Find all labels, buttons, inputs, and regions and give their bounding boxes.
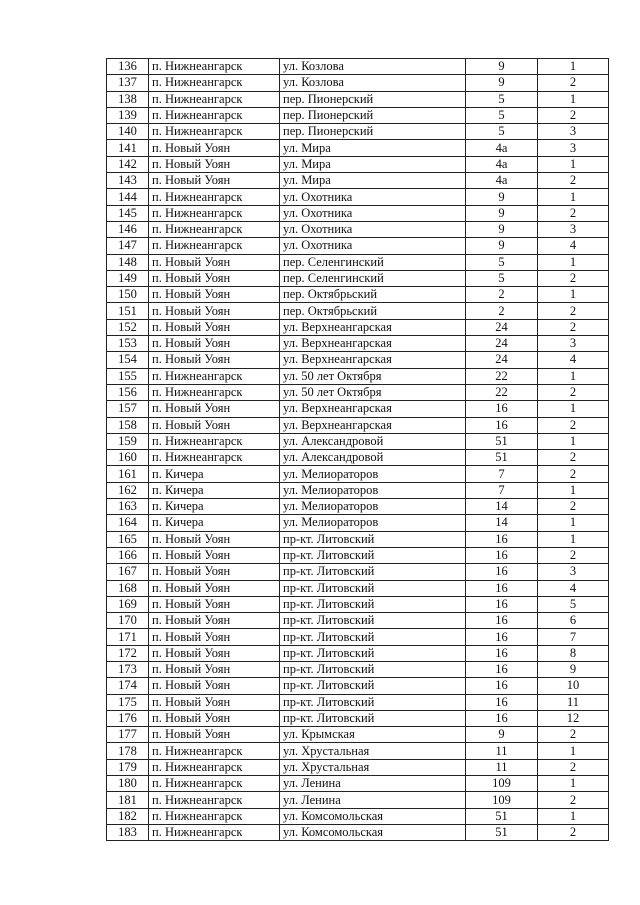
street-cell: пер. Пионерский xyxy=(280,91,466,107)
apartment-number-cell: 3 xyxy=(538,221,609,237)
apartment-number-cell: 1 xyxy=(538,254,609,270)
apartment-number-cell: 2 xyxy=(538,303,609,319)
street-cell: ул. Мелиораторов xyxy=(280,515,466,531)
house-number-cell: 2 xyxy=(466,287,538,303)
house-number-cell: 9 xyxy=(466,727,538,743)
street-cell: ул. Крымская xyxy=(280,727,466,743)
house-number-cell: 16 xyxy=(466,531,538,547)
house-number-cell: 16 xyxy=(466,710,538,726)
apartment-number-cell: 2 xyxy=(538,727,609,743)
apartment-number-cell: 7 xyxy=(538,629,609,645)
apartment-number-cell: 1 xyxy=(538,368,609,384)
row-number: 162 xyxy=(107,482,149,498)
table-row xyxy=(107,645,609,661)
row-number: 150 xyxy=(107,287,149,303)
settlement-cell: п. Новый Уоян xyxy=(149,645,280,661)
row-number: 140 xyxy=(107,124,149,140)
settlement-cell: п. Новый Уоян xyxy=(149,140,280,156)
house-number-cell: 24 xyxy=(466,319,538,335)
table-row xyxy=(107,824,609,840)
apartment-number-cell: 2 xyxy=(538,205,609,221)
table-row xyxy=(107,91,609,107)
table-row xyxy=(107,580,609,596)
table-row xyxy=(107,694,609,710)
street-cell: пр-кт. Литовский xyxy=(280,661,466,677)
row-number: 168 xyxy=(107,580,149,596)
house-number-cell: 16 xyxy=(466,661,538,677)
house-number-cell: 11 xyxy=(466,743,538,759)
table-row xyxy=(107,727,609,743)
table-row xyxy=(107,661,609,677)
house-number-cell: 24 xyxy=(466,336,538,352)
street-cell: ул. 50 лет Октября xyxy=(280,384,466,400)
row-number: 159 xyxy=(107,433,149,449)
row-number: 154 xyxy=(107,352,149,368)
table-row xyxy=(107,319,609,335)
street-cell: ул. Александровой xyxy=(280,433,466,449)
apartment-number-cell: 2 xyxy=(538,499,609,515)
row-number: 175 xyxy=(107,694,149,710)
apartment-number-cell: 2 xyxy=(538,450,609,466)
street-cell: пр-кт. Литовский xyxy=(280,580,466,596)
settlement-cell: п. Новый Уоян xyxy=(149,547,280,563)
settlement-cell: п. Нижнеангарск xyxy=(149,238,280,254)
house-number-cell: 24 xyxy=(466,352,538,368)
table-row xyxy=(107,59,609,75)
row-number: 148 xyxy=(107,254,149,270)
settlement-cell: п. Нижнеангарск xyxy=(149,59,280,75)
table-row xyxy=(107,792,609,808)
row-number: 149 xyxy=(107,270,149,286)
apartment-number-cell: 2 xyxy=(538,173,609,189)
house-number-cell: 4а xyxy=(466,156,538,172)
settlement-cell: п. Нижнеангарск xyxy=(149,368,280,384)
settlement-cell: п. Нижнеангарск xyxy=(149,450,280,466)
street-cell: пер. Селенгинский xyxy=(280,270,466,286)
apartment-number-cell: 1 xyxy=(538,743,609,759)
house-number-cell: 109 xyxy=(466,792,538,808)
apartment-number-cell: 2 xyxy=(538,319,609,335)
table-row xyxy=(107,515,609,531)
street-cell: пр-кт. Литовский xyxy=(280,547,466,563)
house-number-cell: 5 xyxy=(466,107,538,123)
row-number: 139 xyxy=(107,107,149,123)
settlement-cell: п. Новый Уоян xyxy=(149,417,280,433)
street-cell: ул. Мелиораторов xyxy=(280,482,466,498)
street-cell: ул. Верхнеангарская xyxy=(280,352,466,368)
street-cell: пр-кт. Литовский xyxy=(280,645,466,661)
address-table xyxy=(106,58,609,841)
street-cell: пр-кт. Литовский xyxy=(280,564,466,580)
row-number: 156 xyxy=(107,384,149,400)
street-cell: ул. Хрустальная xyxy=(280,759,466,775)
settlement-cell: п. Нижнеангарск xyxy=(149,75,280,91)
settlement-cell: п. Кичера xyxy=(149,499,280,515)
apartment-number-cell: 3 xyxy=(538,336,609,352)
house-number-cell: 16 xyxy=(466,417,538,433)
settlement-cell: п. Нижнеангарск xyxy=(149,776,280,792)
apartment-number-cell: 4 xyxy=(538,580,609,596)
street-cell: ул. 50 лет Октября xyxy=(280,368,466,384)
house-number-cell: 5 xyxy=(466,254,538,270)
row-number: 164 xyxy=(107,515,149,531)
settlement-cell: п. Новый Уоян xyxy=(149,270,280,286)
apartment-number-cell: 2 xyxy=(538,384,609,400)
street-cell: ул. Верхнеангарская xyxy=(280,319,466,335)
row-number: 178 xyxy=(107,743,149,759)
apartment-number-cell: 4 xyxy=(538,352,609,368)
house-number-cell: 16 xyxy=(466,613,538,629)
house-number-cell: 9 xyxy=(466,189,538,205)
table-row xyxy=(107,75,609,91)
apartment-number-cell: 2 xyxy=(538,792,609,808)
row-number: 157 xyxy=(107,401,149,417)
apartment-number-cell: 2 xyxy=(538,466,609,482)
table-row xyxy=(107,808,609,824)
house-number-cell: 9 xyxy=(466,75,538,91)
row-number: 180 xyxy=(107,776,149,792)
table-row xyxy=(107,254,609,270)
street-cell: ул. Комсомольская xyxy=(280,824,466,840)
apartment-number-cell: 2 xyxy=(538,270,609,286)
street-cell: пер. Пионерский xyxy=(280,107,466,123)
table-row xyxy=(107,173,609,189)
table-row xyxy=(107,433,609,449)
table-row xyxy=(107,564,609,580)
house-number-cell: 9 xyxy=(466,59,538,75)
address-table-body xyxy=(107,59,609,841)
settlement-cell: п. Новый Уоян xyxy=(149,596,280,612)
apartment-number-cell: 1 xyxy=(538,531,609,547)
house-number-cell: 14 xyxy=(466,515,538,531)
house-number-cell: 9 xyxy=(466,205,538,221)
settlement-cell: п. Нижнеангарск xyxy=(149,205,280,221)
settlement-cell: п. Новый Уоян xyxy=(149,336,280,352)
table-row xyxy=(107,629,609,645)
street-cell: пер. Селенгинский xyxy=(280,254,466,270)
settlement-cell: п. Новый Уоян xyxy=(149,254,280,270)
house-number-cell: 16 xyxy=(466,580,538,596)
street-cell: пер. Пионерский xyxy=(280,124,466,140)
table-row xyxy=(107,221,609,237)
house-number-cell: 16 xyxy=(466,547,538,563)
apartment-number-cell: 3 xyxy=(538,564,609,580)
table-row xyxy=(107,759,609,775)
settlement-cell: п. Новый Уоян xyxy=(149,694,280,710)
settlement-cell: п. Новый Уоян xyxy=(149,613,280,629)
settlement-cell: п. Новый Уоян xyxy=(149,531,280,547)
apartment-number-cell: 1 xyxy=(538,515,609,531)
settlement-cell: п. Новый Уоян xyxy=(149,678,280,694)
settlement-cell: п. Нижнеангарск xyxy=(149,824,280,840)
settlement-cell: п. Кичера xyxy=(149,466,280,482)
house-number-cell: 51 xyxy=(466,450,538,466)
street-cell: пр-кт. Литовский xyxy=(280,678,466,694)
settlement-cell: п. Нижнеангарск xyxy=(149,759,280,775)
street-cell: ул. Охотника xyxy=(280,205,466,221)
apartment-number-cell: 6 xyxy=(538,613,609,629)
row-number: 152 xyxy=(107,319,149,335)
table-row xyxy=(107,547,609,563)
street-cell: ул. Мира xyxy=(280,156,466,172)
street-cell: ул. Охотника xyxy=(280,221,466,237)
settlement-cell: п. Нижнеангарск xyxy=(149,107,280,123)
row-number: 182 xyxy=(107,808,149,824)
settlement-cell: п. Новый Уоян xyxy=(149,156,280,172)
table-row xyxy=(107,613,609,629)
table-row xyxy=(107,238,609,254)
settlement-cell: п. Нижнеангарск xyxy=(149,91,280,107)
table-row xyxy=(107,270,609,286)
settlement-cell: п. Новый Уоян xyxy=(149,303,280,319)
table-row xyxy=(107,287,609,303)
house-number-cell: 7 xyxy=(466,466,538,482)
house-number-cell: 16 xyxy=(466,694,538,710)
house-number-cell: 16 xyxy=(466,678,538,694)
house-number-cell: 16 xyxy=(466,629,538,645)
house-number-cell: 51 xyxy=(466,824,538,840)
apartment-number-cell: 1 xyxy=(538,156,609,172)
table-row xyxy=(107,482,609,498)
table-row xyxy=(107,596,609,612)
street-cell: ул. Верхнеангарская xyxy=(280,417,466,433)
row-number: 172 xyxy=(107,645,149,661)
house-number-cell: 16 xyxy=(466,564,538,580)
row-number: 177 xyxy=(107,727,149,743)
settlement-cell: п. Нижнеангарск xyxy=(149,189,280,205)
settlement-cell: п. Кичера xyxy=(149,482,280,498)
table-row xyxy=(107,401,609,417)
table-row xyxy=(107,189,609,205)
street-cell: ул. Мелиораторов xyxy=(280,499,466,515)
table-row xyxy=(107,531,609,547)
street-cell: пр-кт. Литовский xyxy=(280,596,466,612)
apartment-number-cell: 1 xyxy=(538,59,609,75)
house-number-cell: 16 xyxy=(466,401,538,417)
apartment-number-cell: 8 xyxy=(538,645,609,661)
row-number: 158 xyxy=(107,417,149,433)
apartment-number-cell: 3 xyxy=(538,124,609,140)
row-number: 181 xyxy=(107,792,149,808)
table-row xyxy=(107,336,609,352)
row-number: 138 xyxy=(107,91,149,107)
house-number-cell: 22 xyxy=(466,368,538,384)
row-number: 155 xyxy=(107,368,149,384)
street-cell: пр-кт. Литовский xyxy=(280,531,466,547)
table-row xyxy=(107,352,609,368)
house-number-cell: 14 xyxy=(466,499,538,515)
settlement-cell: п. Нижнеангарск xyxy=(149,808,280,824)
apartment-number-cell: 10 xyxy=(538,678,609,694)
apartment-number-cell: 3 xyxy=(538,140,609,156)
apartment-number-cell: 1 xyxy=(538,776,609,792)
street-cell: ул. Козлова xyxy=(280,75,466,91)
house-number-cell: 7 xyxy=(466,482,538,498)
settlement-cell: п. Кичера xyxy=(149,515,280,531)
apartment-number-cell: 1 xyxy=(538,433,609,449)
row-number: 171 xyxy=(107,629,149,645)
apartment-number-cell: 1 xyxy=(538,91,609,107)
row-number: 143 xyxy=(107,173,149,189)
street-cell: пер. Октябрьский xyxy=(280,287,466,303)
apartment-number-cell: 2 xyxy=(538,417,609,433)
settlement-cell: п. Новый Уоян xyxy=(149,710,280,726)
row-number: 161 xyxy=(107,466,149,482)
settlement-cell: п. Нижнеангарск xyxy=(149,221,280,237)
table-row xyxy=(107,466,609,482)
settlement-cell: п. Новый Уоян xyxy=(149,352,280,368)
row-number: 179 xyxy=(107,759,149,775)
row-number: 176 xyxy=(107,710,149,726)
apartment-number-cell: 1 xyxy=(538,189,609,205)
row-number: 146 xyxy=(107,221,149,237)
settlement-cell: п. Новый Уоян xyxy=(149,401,280,417)
house-number-cell: 51 xyxy=(466,433,538,449)
street-cell: ул. Охотника xyxy=(280,238,466,254)
row-number: 151 xyxy=(107,303,149,319)
apartment-number-cell: 9 xyxy=(538,661,609,677)
apartment-number-cell: 2 xyxy=(538,824,609,840)
settlement-cell: п. Новый Уоян xyxy=(149,319,280,335)
street-cell: ул. Мира xyxy=(280,173,466,189)
house-number-cell: 5 xyxy=(466,91,538,107)
house-number-cell: 51 xyxy=(466,808,538,824)
settlement-cell: п. Новый Уоян xyxy=(149,173,280,189)
house-number-cell: 4а xyxy=(466,140,538,156)
table-row xyxy=(107,417,609,433)
settlement-cell: п. Нижнеангарск xyxy=(149,743,280,759)
street-cell: ул. Хрустальная xyxy=(280,743,466,759)
street-cell: пр-кт. Литовский xyxy=(280,710,466,726)
row-number: 141 xyxy=(107,140,149,156)
table-row xyxy=(107,205,609,221)
settlement-cell: п. Нижнеангарск xyxy=(149,384,280,400)
house-number-cell: 9 xyxy=(466,221,538,237)
settlement-cell: п. Новый Уоян xyxy=(149,580,280,596)
row-number: 165 xyxy=(107,531,149,547)
apartment-number-cell: 2 xyxy=(538,107,609,123)
street-cell: пр-кт. Литовский xyxy=(280,613,466,629)
house-number-cell: 11 xyxy=(466,759,538,775)
settlement-cell: п. Новый Уоян xyxy=(149,661,280,677)
apartment-number-cell: 2 xyxy=(538,75,609,91)
settlement-cell: п. Новый Уоян xyxy=(149,629,280,645)
row-number: 166 xyxy=(107,547,149,563)
street-cell: ул. Верхнеангарская xyxy=(280,336,466,352)
row-number: 167 xyxy=(107,564,149,580)
house-number-cell: 5 xyxy=(466,270,538,286)
row-number: 160 xyxy=(107,450,149,466)
house-number-cell: 4а xyxy=(466,173,538,189)
apartment-number-cell: 5 xyxy=(538,596,609,612)
table-row xyxy=(107,450,609,466)
house-number-cell: 16 xyxy=(466,645,538,661)
row-number: 136 xyxy=(107,59,149,75)
apartment-number-cell: 1 xyxy=(538,482,609,498)
settlement-cell: п. Новый Уоян xyxy=(149,564,280,580)
apartment-number-cell: 1 xyxy=(538,401,609,417)
row-number: 144 xyxy=(107,189,149,205)
row-number: 137 xyxy=(107,75,149,91)
table-row xyxy=(107,499,609,515)
table-row xyxy=(107,743,609,759)
street-cell: ул. Александровой xyxy=(280,450,466,466)
table-row xyxy=(107,107,609,123)
row-number: 169 xyxy=(107,596,149,612)
row-number: 163 xyxy=(107,499,149,515)
apartment-number-cell: 1 xyxy=(538,287,609,303)
table-row xyxy=(107,776,609,792)
apartment-number-cell: 4 xyxy=(538,238,609,254)
table-row xyxy=(107,384,609,400)
street-cell: ул. Верхнеангарская xyxy=(280,401,466,417)
apartment-number-cell: 1 xyxy=(538,808,609,824)
settlement-cell: п. Новый Уоян xyxy=(149,727,280,743)
row-number: 145 xyxy=(107,205,149,221)
street-cell: ул. Козлова xyxy=(280,59,466,75)
table-row xyxy=(107,156,609,172)
apartment-number-cell: 2 xyxy=(538,547,609,563)
settlement-cell: п. Нижнеангарск xyxy=(149,433,280,449)
table-row xyxy=(107,368,609,384)
street-cell: ул. Ленина xyxy=(280,776,466,792)
table-row xyxy=(107,124,609,140)
house-number-cell: 22 xyxy=(466,384,538,400)
row-number: 174 xyxy=(107,678,149,694)
house-number-cell: 5 xyxy=(466,124,538,140)
row-number: 183 xyxy=(107,824,149,840)
settlement-cell: п. Новый Уоян xyxy=(149,287,280,303)
street-cell: пер. Октябрьский xyxy=(280,303,466,319)
street-cell: пр-кт. Литовский xyxy=(280,629,466,645)
settlement-cell: п. Нижнеангарск xyxy=(149,124,280,140)
settlement-cell: п. Нижнеангарск xyxy=(149,792,280,808)
apartment-number-cell: 11 xyxy=(538,694,609,710)
apartment-number-cell: 12 xyxy=(538,710,609,726)
row-number: 147 xyxy=(107,238,149,254)
table-row xyxy=(107,303,609,319)
street-cell: ул. Мира xyxy=(280,140,466,156)
row-number: 170 xyxy=(107,613,149,629)
row-number: 153 xyxy=(107,336,149,352)
table-row xyxy=(107,140,609,156)
house-number-cell: 109 xyxy=(466,776,538,792)
apartment-number-cell: 2 xyxy=(538,759,609,775)
table-row xyxy=(107,710,609,726)
row-number: 173 xyxy=(107,661,149,677)
table-row xyxy=(107,678,609,694)
street-cell: ул. Ленина xyxy=(280,792,466,808)
street-cell: пр-кт. Литовский xyxy=(280,694,466,710)
house-number-cell: 9 xyxy=(466,238,538,254)
street-cell: ул. Комсомольская xyxy=(280,808,466,824)
street-cell: ул. Мелиораторов xyxy=(280,466,466,482)
house-number-cell: 2 xyxy=(466,303,538,319)
house-number-cell: 16 xyxy=(466,596,538,612)
row-number: 142 xyxy=(107,156,149,172)
street-cell: ул. Охотника xyxy=(280,189,466,205)
